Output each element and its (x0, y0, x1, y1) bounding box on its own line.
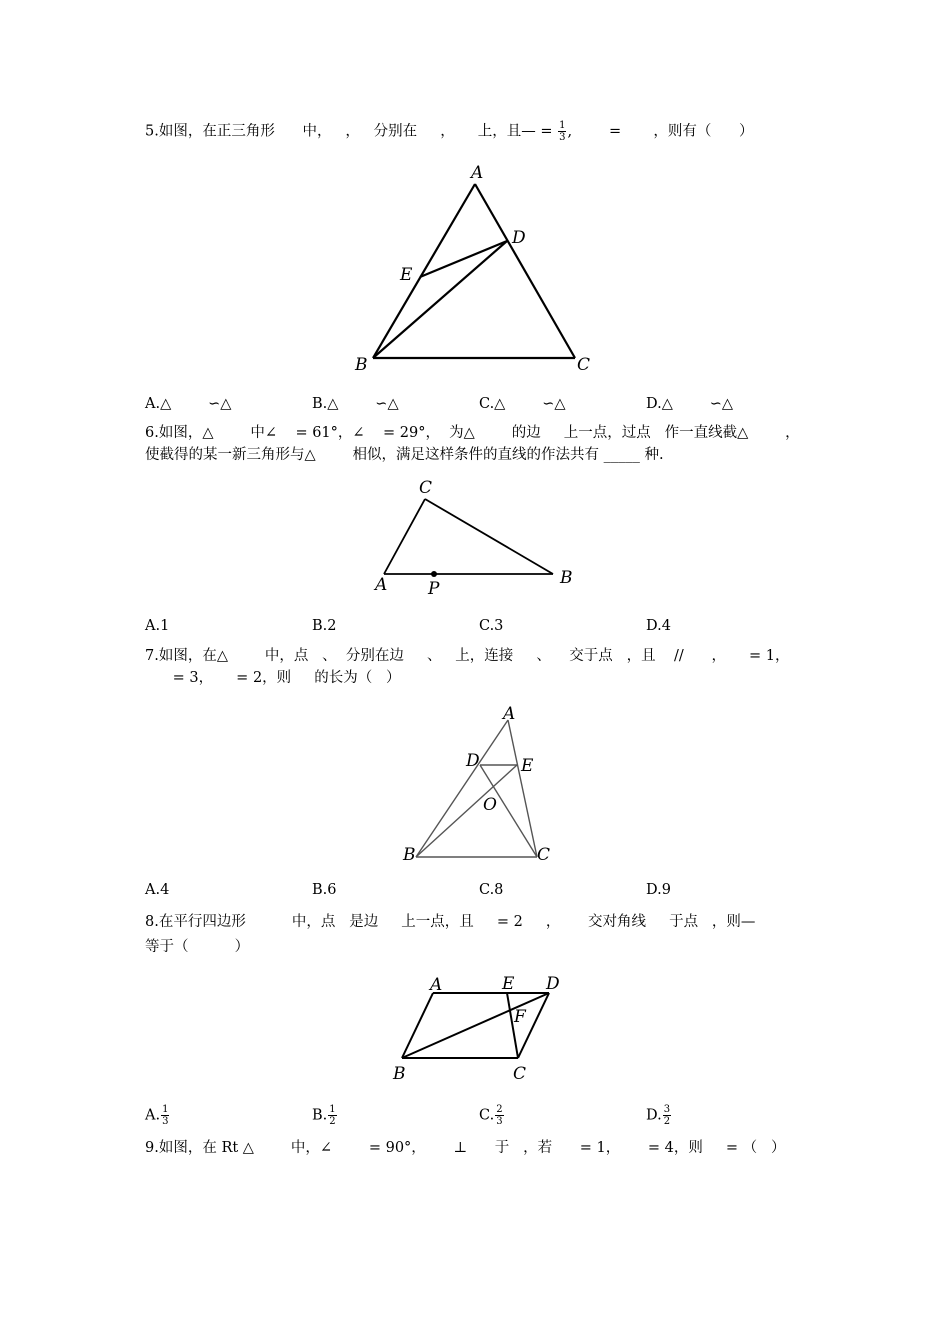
q5-frac-num: 1 (559, 120, 566, 131)
q6-label-a: A (375, 575, 388, 595)
q8-option-a-prefix: A. (145, 1107, 161, 1124)
q7-label-c: C (537, 845, 551, 865)
q7-option-d: D.9 (646, 882, 671, 898)
q7-label-o: O (483, 795, 497, 815)
q7-label-a: A (503, 704, 516, 724)
q8-label-b: B (393, 1064, 406, 1084)
q8-option-b (312, 1104, 338, 1127)
q8-option-d-den: 2 (663, 1116, 671, 1127)
q6-option-d: D.4 (646, 618, 671, 634)
q8-option-c-num: 2 (496, 1104, 503, 1115)
q8-label-c: C (513, 1064, 527, 1084)
q7-label-d: D (466, 751, 480, 771)
q8-option-d (646, 1104, 672, 1127)
q8-option-c-prefix: C. (479, 1107, 495, 1124)
q8-option-a-num: 1 (162, 1104, 169, 1115)
q5-label-e: E (400, 265, 413, 285)
q8-diagonal-bd (402, 993, 549, 1058)
q7-option-a: A.4 (145, 882, 170, 898)
q7-option-c: C.8 (479, 882, 504, 898)
q7-label-e: E (521, 756, 534, 776)
q5-option-c: C.△ ∽△ (479, 396, 566, 412)
q8-option-a-den: 3 (162, 1116, 169, 1127)
q9-stem: 9.如图，在 Rt △ 中，∠ = 90°， ⊥ 于 ，若 = 1， = 4，则 = （ ） (145, 1140, 786, 1156)
q8-option-d-num: 3 (663, 1104, 671, 1115)
q6-label-c: C (419, 478, 433, 498)
q8-label-d: D (546, 974, 560, 994)
q6-label-p: P (428, 579, 440, 599)
q8-option-c-den: 3 (496, 1116, 503, 1127)
q6-stem-line2: 使截得的某一新三角形与△ 相似，满足这样条件的直线的作法共有 _____ 种. (145, 447, 664, 463)
q8-option-b-prefix: B. (312, 1107, 328, 1124)
q5-option-a: A.△ ∽△ (145, 396, 232, 412)
q8-option-d-prefix: D. (646, 1107, 662, 1124)
q6-stem-line1: 6.如图，△ 中∠ = 61°，∠ = 29°， 为△ 的边 上一点，过点 作一直线截△ ， (145, 425, 800, 441)
q5-option-b: B.△ ∽△ (312, 396, 399, 412)
q8-option-c (479, 1104, 505, 1127)
q6-label-b: B (560, 568, 573, 588)
q6-option-b: B.2 (312, 618, 337, 634)
q8-stem-line1: 8.在平行四边形 中，点 是边 上一点，且 = 2 ， 交对角线 于点 ，则— (145, 914, 756, 930)
q7-label-b: B (403, 845, 416, 865)
q8-label-a: A (430, 975, 443, 995)
q5-label-c: C (577, 355, 591, 375)
q7-stem-line2: = 3， = 2，则 的长为（ ） (145, 670, 401, 686)
q8-label-f: F (514, 1007, 526, 1027)
q5-stem-text: 5.如图，在正三角形 中， ， 分别在 ， 上，且— = (145, 123, 558, 140)
q5-frac-den: 3 (559, 132, 566, 143)
q6-option-a: A.1 (145, 618, 170, 634)
q5-label-a: A (471, 163, 484, 183)
q5-label-b: B (355, 355, 368, 375)
q8-stem-line2: 等于（ ） (145, 939, 250, 955)
q5-stem-end: , = ，则有（ ） (567, 123, 754, 140)
q5-option-d: D.△ ∽△ (646, 396, 734, 412)
q5-label-d: D (512, 228, 526, 248)
q7-stem-line1: 7.如图，在△ 中，点 、 分别在边 、 上，连接 、 交于点 ，且 // ， = 1， (145, 648, 790, 664)
q8-label-e: E (502, 974, 515, 994)
q6-option-c: C.3 (479, 618, 504, 634)
q8-side-ab (402, 993, 433, 1058)
q8-option-b-den: 2 (329, 1116, 336, 1127)
q7-option-b: B.6 (312, 882, 337, 898)
q8-option-b-num: 1 (329, 1104, 336, 1115)
q8-option-a (145, 1104, 170, 1127)
